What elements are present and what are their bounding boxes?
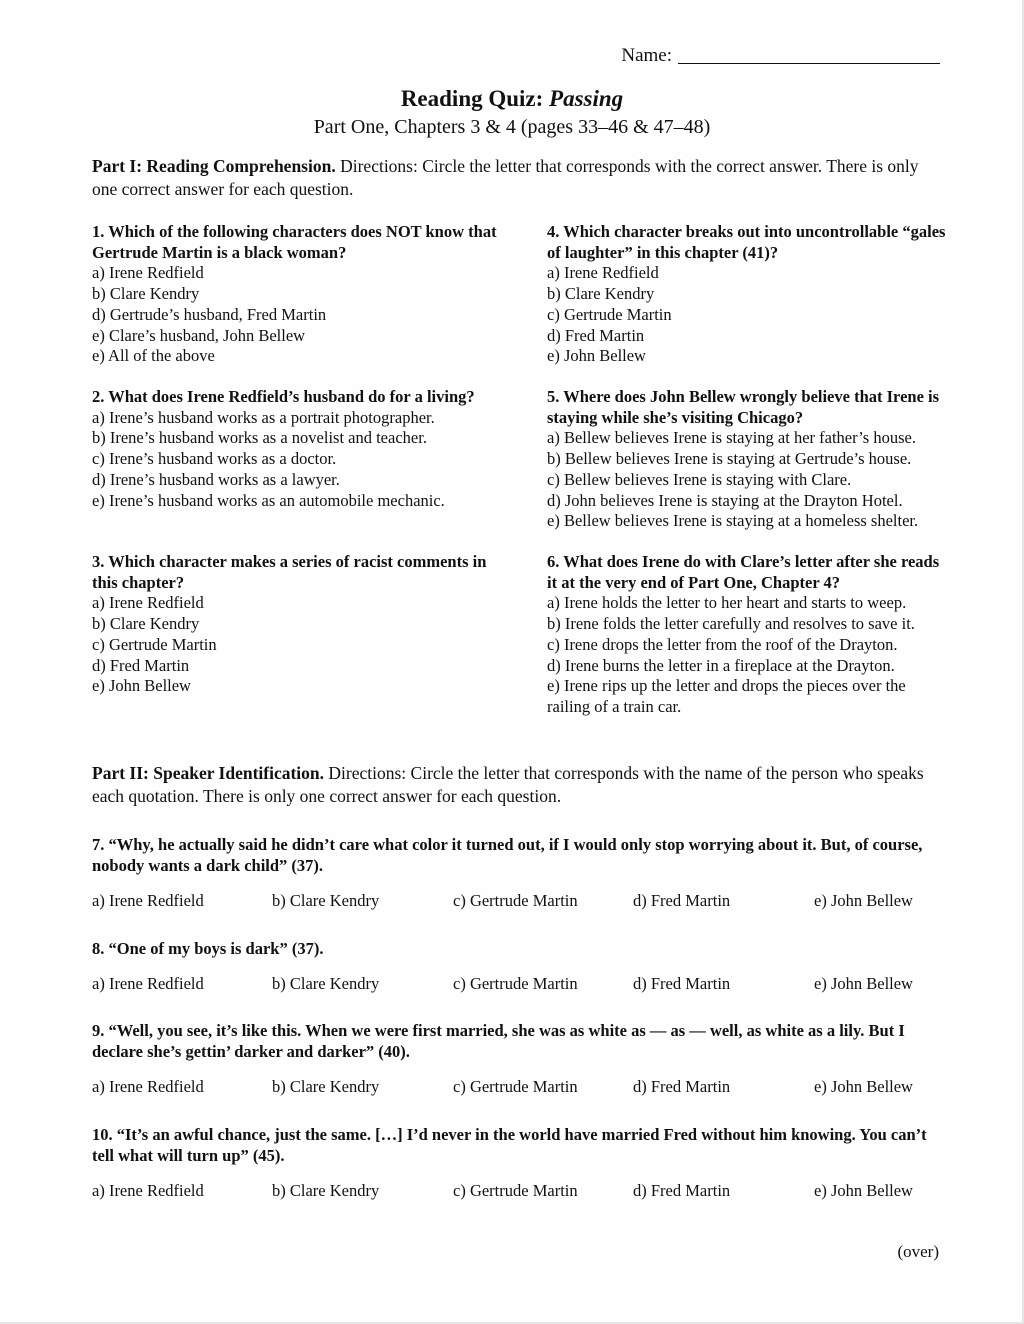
option-c[interactable]: c) Gertrude Martin (453, 891, 578, 910)
option-d[interactable]: d) Fred Martin (633, 974, 731, 993)
question-text: 6. What does Irene do with Clare’s letter after she reads it at the very end of Part One, Chapter 4? (547, 552, 940, 592)
option-e[interactable]: e) John Bellew (814, 974, 913, 993)
question-1 (92, 222, 512, 367)
option-b[interactable]: b) Clare Kendry (272, 1181, 380, 1200)
option-a[interactable]: a) Irene Redfield (92, 593, 204, 613)
answer-options (92, 1180, 942, 1202)
question-5 (547, 387, 947, 532)
question-6 (547, 552, 947, 718)
question-4 (547, 222, 947, 367)
question-2 (92, 387, 512, 511)
question-9 (92, 1020, 942, 1098)
option-b[interactable]: b) Clare Kendry (272, 1077, 380, 1096)
option-e[interactable]: e) Irene rips up the letter and drops the pieces over the railing of a train car. (547, 676, 906, 716)
option-e[interactable]: e) Clare’s husband, John Bellew (92, 325, 306, 345)
question-7 (92, 834, 942, 912)
option-c[interactable]: c) Gertrude Martin (453, 1181, 578, 1200)
question-10 (92, 1124, 942, 1202)
part1-directions-text: Directions: Circle the letter that corresponds with the correct answer. There is only one correct answer for each question. (92, 156, 919, 199)
question-text: 1. Which of the following characters does NOT know that Gertrude Martin is a black woman? (92, 222, 497, 262)
question-8 (92, 938, 942, 995)
name-label: Name: (621, 45, 672, 66)
option-c[interactable]: c) Irene’s husband works as a doctor. (92, 449, 337, 469)
option-b[interactable]: b) Irene folds the letter carefully and resolves to save it. (547, 614, 915, 634)
name-blank-line[interactable] (678, 63, 940, 64)
name-field[interactable] (621, 45, 940, 67)
quiz-title (0, 86, 1024, 112)
option-b[interactable]: b) Clare Kendry (92, 614, 200, 634)
option-e[interactable]: e) John Bellew (92, 676, 191, 696)
option-d[interactable]: d) Gertrude’s husband, Fred Martin (92, 304, 327, 324)
option-d[interactable]: d) Fred Martin (547, 325, 645, 345)
part1-heading: Part I: Reading Comprehension. (92, 156, 336, 176)
part1-directions (92, 155, 942, 201)
option-a[interactable]: a) Irene Redfield (92, 263, 204, 283)
option-b[interactable]: b) Irene’s husband works as a novelist and teacher. (92, 428, 427, 448)
title-main: Reading Quiz: (400, 86, 550, 111)
option-d[interactable]: d) Fred Martin (92, 655, 190, 675)
option-d[interactable]: d) Irene burns the letter in a fireplace at the Drayton. (547, 655, 895, 675)
option-e[interactable]: e) John Bellew (814, 1077, 913, 1096)
option-c[interactable]: c) Gertrude Martin (547, 304, 672, 324)
option-a[interactable]: a) Irene Redfield (92, 1181, 204, 1200)
option-d[interactable]: d) Fred Martin (633, 891, 731, 910)
option-d[interactable]: d) Irene’s husband works as a lawyer. (92, 469, 340, 489)
question-3 (92, 552, 512, 697)
part2-directions (92, 762, 942, 808)
option-a[interactable]: a) Irene Redfield (92, 891, 204, 910)
question-text: 9. “Well, you see, it’s like this. When we were first married, she was as white as — as — well, as white as a lily. But I declare she’s gettin’ darker and darker” (40). (92, 1021, 905, 1061)
option-b[interactable]: b) Bellew believes Irene is staying at Gertrude’s house. (547, 449, 912, 469)
option-e[interactable]: e) John Bellew (547, 346, 646, 366)
option-a[interactable]: a) Irene holds the letter to her heart and starts to weep. (547, 593, 907, 613)
over-note: (over) (897, 1242, 939, 1261)
option-c[interactable]: c) Bellew believes Irene is staying with Clare. (547, 469, 852, 489)
option-e[interactable]: e) John Bellew (814, 1181, 913, 1200)
question-text: 4. Which character breaks out into uncontrollable “gales of laughter” in this chapter (41)? (547, 222, 946, 262)
question-text: 7. “Why, he actually said he didn’t care what color it turned out, if I would only stop worrying about it. But, of course, nobody wants a dark child” (37). (92, 835, 923, 875)
question-text: 8. “One of my boys is dark” (37). (92, 939, 324, 958)
part2-heading: Part II: Speaker Identification. (92, 763, 325, 783)
option-b[interactable]: b) Clare Kendry (92, 284, 200, 304)
book-title: Passing (549, 86, 624, 111)
option-e[interactable]: e) Irene’s husband works as an automobile mechanic. (92, 490, 445, 510)
option-a[interactable]: a) Irene’s husband works as a portrait photographer. (92, 407, 435, 427)
quiz-subtitle: Part One, Chapters 3 & 4 (pages 33–46 & 47–48) (313, 116, 711, 138)
question-text: 3. Which character makes a series of racist comments in this chapter? (92, 552, 487, 592)
answer-options (92, 1076, 942, 1098)
option-d[interactable]: d) Fred Martin (633, 1181, 731, 1200)
option-e[interactable]: e) John Bellew (814, 891, 913, 910)
option-d[interactable]: d) Fred Martin (633, 1077, 731, 1096)
option-a[interactable]: a) Irene Redfield (92, 974, 204, 993)
answer-options (92, 890, 942, 912)
option-e[interactable]: e) Bellew believes Irene is staying at a homeless shelter. (547, 511, 919, 531)
question-text: 5. Where does John Bellew wrongly believe that Irene is staying while she’s visiting Chicago? (547, 387, 940, 427)
option-c[interactable]: c) Gertrude Martin (453, 974, 578, 993)
option-b[interactable]: b) Clare Kendry (547, 284, 655, 304)
question-text: 10. “It’s an awful chance, just the same. […] I’d never in the world have married Fred without him knowing. You can’t tell what will turn up” (45). (92, 1125, 927, 1165)
part2-directions-text: Directions: Circle the letter that corresponds with the name of the person who speaks each quotation. There is only one correct answer for each question. (92, 763, 924, 806)
option-a[interactable]: a) Irene Redfield (547, 263, 659, 283)
option-a[interactable]: a) Irene Redfield (92, 1077, 204, 1096)
option-c[interactable]: c) Gertrude Martin (92, 634, 217, 654)
option-b[interactable]: b) Clare Kendry (272, 974, 380, 993)
option-a[interactable]: a) Bellew believes Irene is staying at her father’s house. (547, 428, 916, 448)
option-e[interactable]: e) All of the above (92, 346, 215, 366)
option-c[interactable]: c) Gertrude Martin (453, 1077, 578, 1096)
question-text: 2. What does Irene Redfield’s husband do for a living? (92, 387, 475, 406)
answer-options (92, 973, 942, 995)
option-d[interactable]: d) John believes Irene is staying at the Drayton Hotel. (547, 490, 903, 510)
option-c[interactable]: c) Irene drops the letter from the roof of the Drayton. (547, 634, 898, 654)
option-b[interactable]: b) Clare Kendry (272, 891, 380, 910)
